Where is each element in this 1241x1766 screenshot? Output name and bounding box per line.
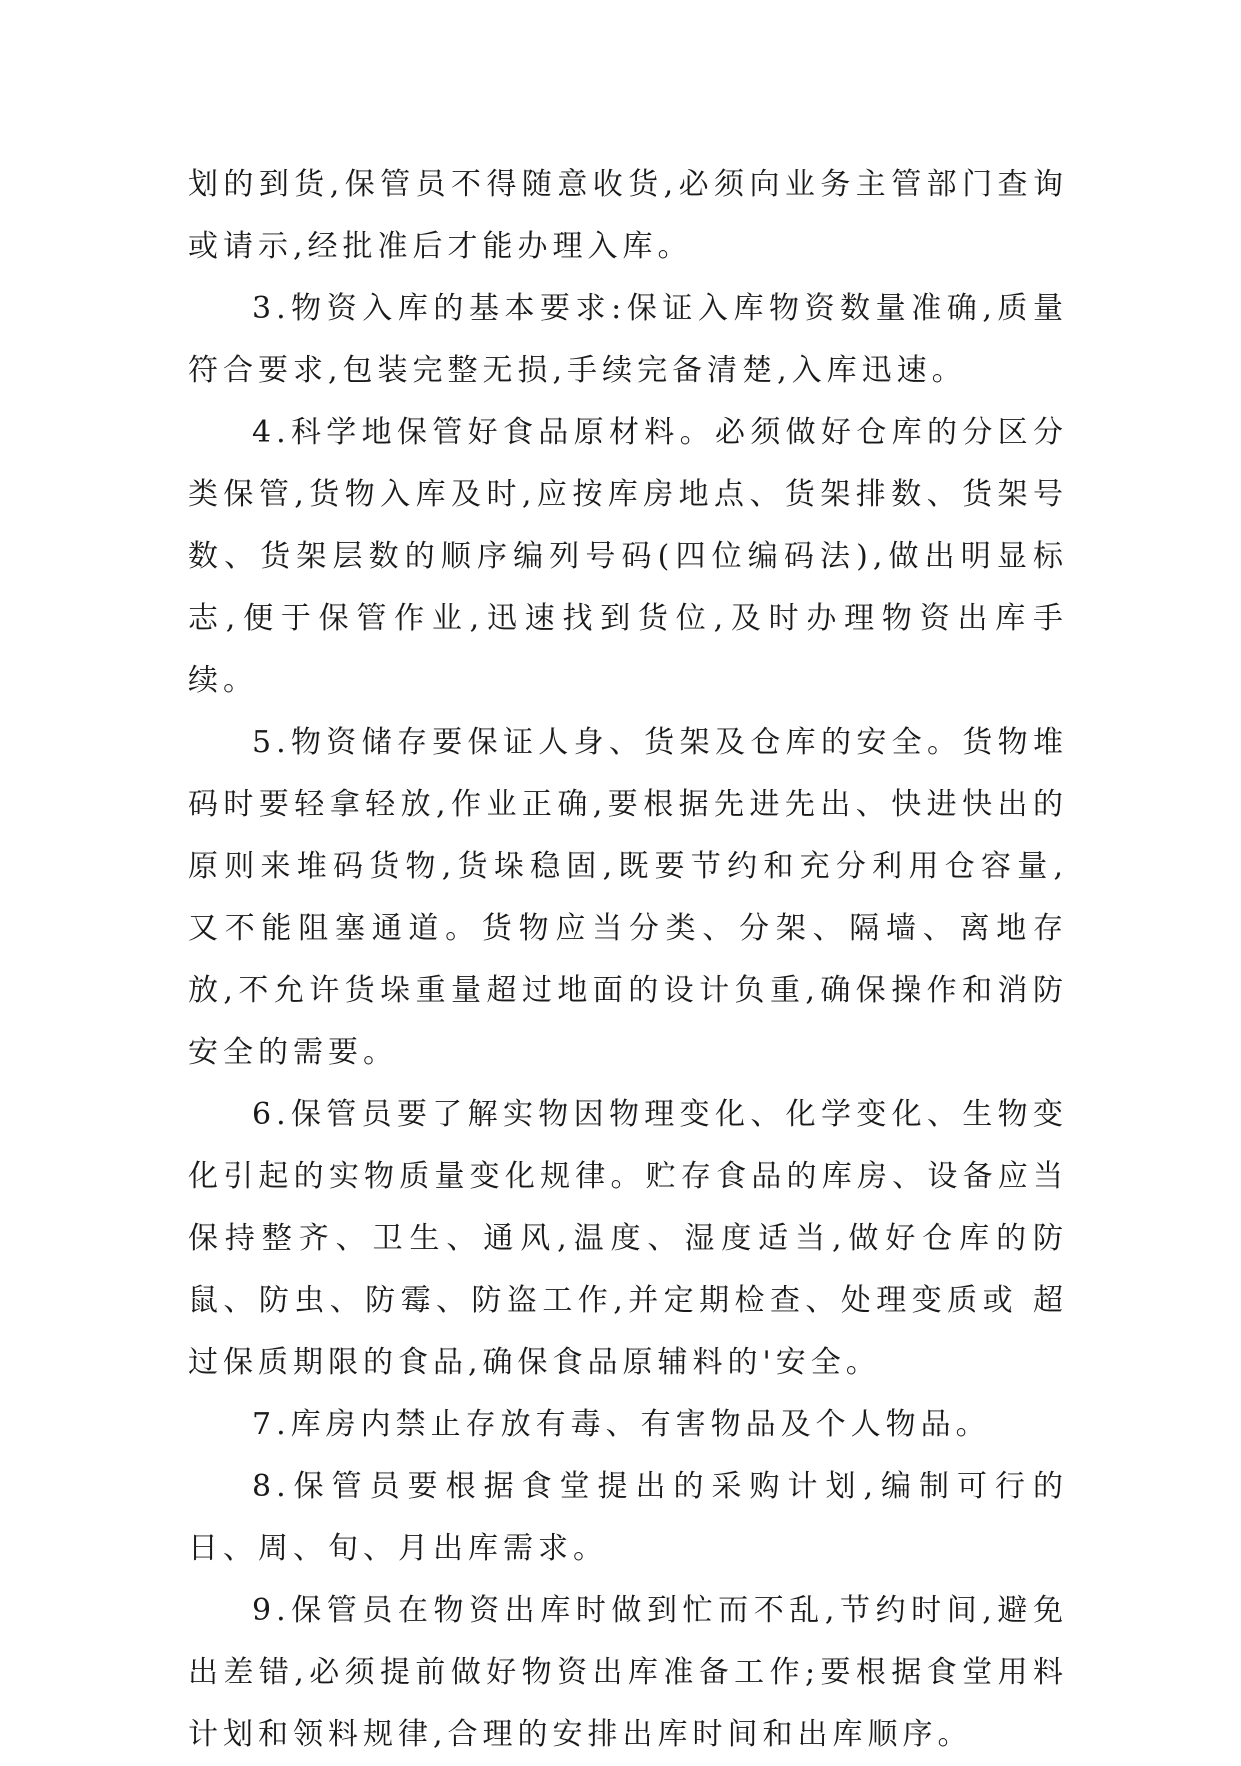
paragraph-item-7: 7.库房内禁止存放有毒、有害物品及个人物品。 — [252, 1407, 991, 1442]
paragraph-continuation: 划的到货,保管员不得随意收货,必须向业务主管部门查询或请示,经批准后才能办理入库。 — [188, 167, 1068, 264]
paragraph-item-6: 6.保管员要了解实物因物理变化、化学变化、生物变化引起的实物质量变化规律。贮存食品的库房、设备应当保持整齐、卫生、通风,温度、湿度适当,做好仓库的防鼠、防虫、防霉、防盗工作,并定期检查、处理变质或 超过保质期限的食品,确保食品原辅料的'安全。 — [188, 1097, 1068, 1380]
paragraph-item-9: 9.保管员在物资出库时做到忙而不乱,节约时间,避免出差错,必须提前做好物资出库准备工作;要根据食堂用料计划和领料规律,合理的安排出库时间和出库顺序。 — [188, 1593, 1068, 1752]
paragraph-item-8: 8.保管员要根据食堂提出的采购计划,编制可行的日、周、旬、月出库需求。 — [188, 1469, 1068, 1566]
document-body — [188, 154, 1068, 1766]
paragraph-item-3: 3.物资入库的基本要求:保证入库物资数量准确,质量符合要求,包装完整无损,手续完备清楚,入库迅速。 — [188, 291, 1068, 388]
paragraph-item-4: 4.科学地保管好食品原材料。必须做好仓库的分区分类保管,货物入库及时,应按库房地点、货架排数、货架号数、货架层数的顺序编列号码(四位编码法),做出明显标志,便于保管作业,迅速找到货位,及时办理物资出库手续。 — [188, 415, 1068, 698]
paragraph-item-5: 5.物资储存要保证人身、货架及仓库的安全。货物堆码时要轻拿轻放,作业正确,要根据先进先出、快进快出的原则来堆码货物,货垛稳固,既要节约和充分利用仓容量,又不能阻塞通道。货物应当分类、分架、隔墙、离地存放,不允许货垛重量超过地面的设计负重,确保操作和消防安全的需要。 — [188, 725, 1068, 1070]
